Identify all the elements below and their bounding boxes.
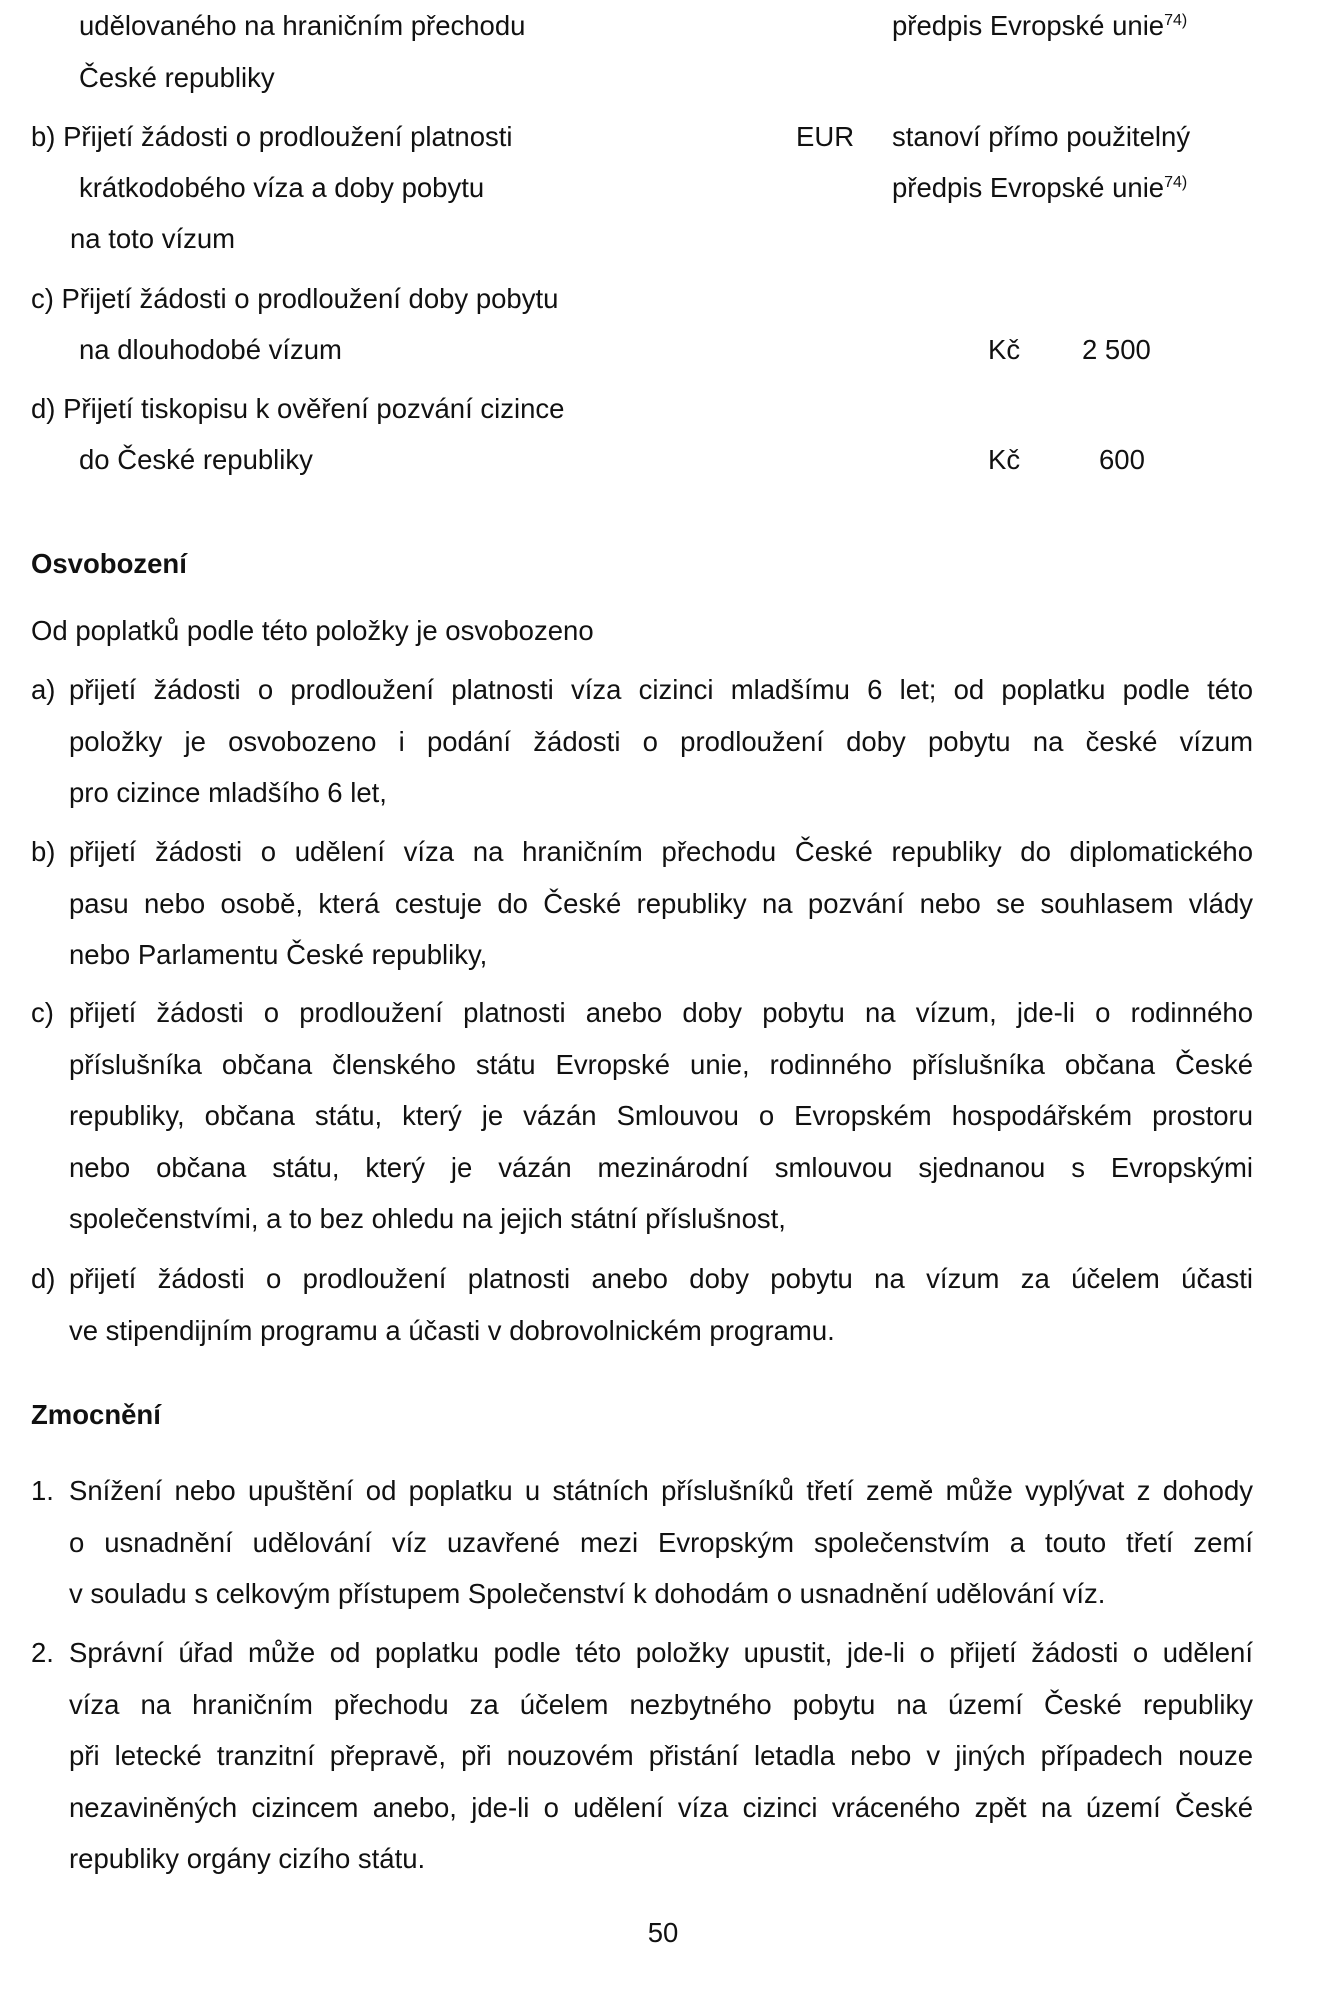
row-b-currency: EUR bbox=[796, 121, 855, 152]
list-marker: b) bbox=[31, 836, 56, 867]
list-marker: c) bbox=[31, 997, 54, 1028]
text-line: republiky orgány cizího státu. bbox=[69, 1843, 426, 1874]
text-line: víza na hraničním přechodu za účelem nezbytného pobytu na území České republiky bbox=[69, 1688, 1253, 1720]
text-line: republiky, občana státu, který je vázán Smlouvou o Evropském hospodářském prostoru bbox=[69, 1100, 1253, 1131]
text-line: Snížení nebo upuštění od poplatku u státních příslušníků třetí země může vyplývat z dohody bbox=[69, 1475, 1253, 1506]
row-d-amount: 600 bbox=[1099, 444, 1145, 475]
row-b-note-line1: stanoví přímo použitelný bbox=[892, 121, 1191, 152]
row-c-line2: na dlouhodobé vízum bbox=[79, 334, 342, 365]
text-line: o usnadnění udělování víz uzavřené mezi Evropským společenstvím a touto třetí zemí bbox=[69, 1526, 1253, 1558]
exemption-item-d bbox=[31, 1253, 1253, 1356]
row-b-line1: b) Přijetí žádosti o prodloužení platnosti bbox=[31, 121, 513, 152]
text-line: přijetí žádosti o prodloužení platnosti anebo doby pobytu na vízum, jde-li o rodinného bbox=[69, 997, 1253, 1028]
row-b-note-line2 bbox=[892, 174, 1187, 202]
row-d-line2: do České republiky bbox=[79, 444, 313, 475]
list-item-text bbox=[69, 826, 1253, 981]
exemption-heading: Osvobození bbox=[31, 548, 187, 579]
list-item-text bbox=[69, 1627, 1253, 1885]
text-line: položky je osvobozeno i podání žádosti o prodloužení doby pobytu na české vízum bbox=[69, 725, 1253, 757]
list-marker: 2. bbox=[31, 1637, 54, 1668]
text-line: přijetí žádosti o udělení víza na hraničním přechodu České republiky do diplomatického bbox=[69, 836, 1253, 867]
row-b-line2: krátkodobého víza a doby pobytu bbox=[79, 172, 485, 203]
text-line: příslušníka občana členského státu Evropské unie, rodinného příslušníka občana České bbox=[69, 1048, 1253, 1080]
list-item-text bbox=[69, 664, 1253, 819]
text-line: pro cizince mladšího 6 let, bbox=[69, 777, 387, 808]
row-c-currency: Kč bbox=[988, 334, 1021, 365]
exemption-item-c bbox=[31, 987, 1253, 1245]
row-b-note-text: předpis Evropské unie bbox=[892, 172, 1165, 203]
authorization-item-2 bbox=[31, 1627, 1253, 1885]
row-a-line1: udělovaného na hraničním přechodu bbox=[79, 10, 526, 41]
exemption-item-b bbox=[31, 826, 1253, 981]
text-line: nebo Parlamentu České republiky, bbox=[69, 939, 488, 970]
text-line: přijetí žádosti o prodloužení platnosti víza cizinci mladšímu 6 let; od poplatku podle této bbox=[69, 674, 1253, 705]
list-marker: d) bbox=[31, 1263, 56, 1294]
authorization-item-1 bbox=[31, 1465, 1253, 1620]
footnote-ref: 74) bbox=[1164, 11, 1188, 29]
footnote-ref: 74) bbox=[1164, 173, 1188, 191]
text-line: ve stipendijním programu a účasti v dobrovolnickém programu. bbox=[69, 1314, 835, 1346]
row-c-line1: c) Přijetí žádosti o prodloužení doby pobytu bbox=[31, 283, 559, 314]
list-marker: 1. bbox=[31, 1475, 54, 1506]
row-a-note-text: předpis Evropské unie bbox=[892, 10, 1165, 41]
list-item-text bbox=[69, 987, 1253, 1245]
row-a-line2: České republiky bbox=[79, 62, 275, 93]
text-line: Správní úřad může od poplatku podle této položky upustit, jde-li o přijetí žádosti o udělení bbox=[69, 1637, 1253, 1668]
page-number: 50 bbox=[647, 1917, 679, 1948]
text-line: nezaviněných cizincem anebo, jde-li o udělení víza cizinci vráceného zpět na území České bbox=[69, 1791, 1253, 1823]
authorization-heading: Zmocnění bbox=[31, 1399, 161, 1430]
list-item-text bbox=[69, 1253, 1253, 1356]
row-b-line3: na toto vízum bbox=[70, 223, 236, 254]
text-line: společenstvími, a to bez ohledu na jejich státní příslušnost, bbox=[69, 1203, 786, 1234]
row-d-line1: d) Přijetí tiskopisu k ověření pozvání cizince bbox=[31, 393, 565, 424]
text-line: přijetí žádosti o prodloužení platnosti anebo doby pobytu na vízum za účelem účasti bbox=[69, 1263, 1253, 1294]
row-c-amount: 2 500 bbox=[1082, 334, 1151, 365]
row-a-note bbox=[892, 12, 1187, 40]
exemption-item-a bbox=[31, 664, 1253, 819]
text-line: v souladu s celkovým přístupem Společenství k dohodám o usnadnění udělování víz. bbox=[69, 1578, 1106, 1609]
list-marker: a) bbox=[31, 674, 56, 705]
list-item-text bbox=[69, 1465, 1253, 1620]
row-d-currency: Kč bbox=[988, 444, 1021, 475]
text-line: nebo občana státu, který je vázán mezinárodní smlouvou sjednanou s Evropskými bbox=[69, 1151, 1253, 1183]
exemption-intro: Od poplatků podle této položky je osvobozeno bbox=[31, 615, 594, 646]
text-line: při letecké tranzitní přepravě, při nouzovém přistání letadla nebo v jiných případech nouze bbox=[69, 1740, 1253, 1771]
text-line: pasu nebo osobě, která cestuje do České republiky na pozvání nebo se souhlasem vlády bbox=[69, 887, 1253, 919]
